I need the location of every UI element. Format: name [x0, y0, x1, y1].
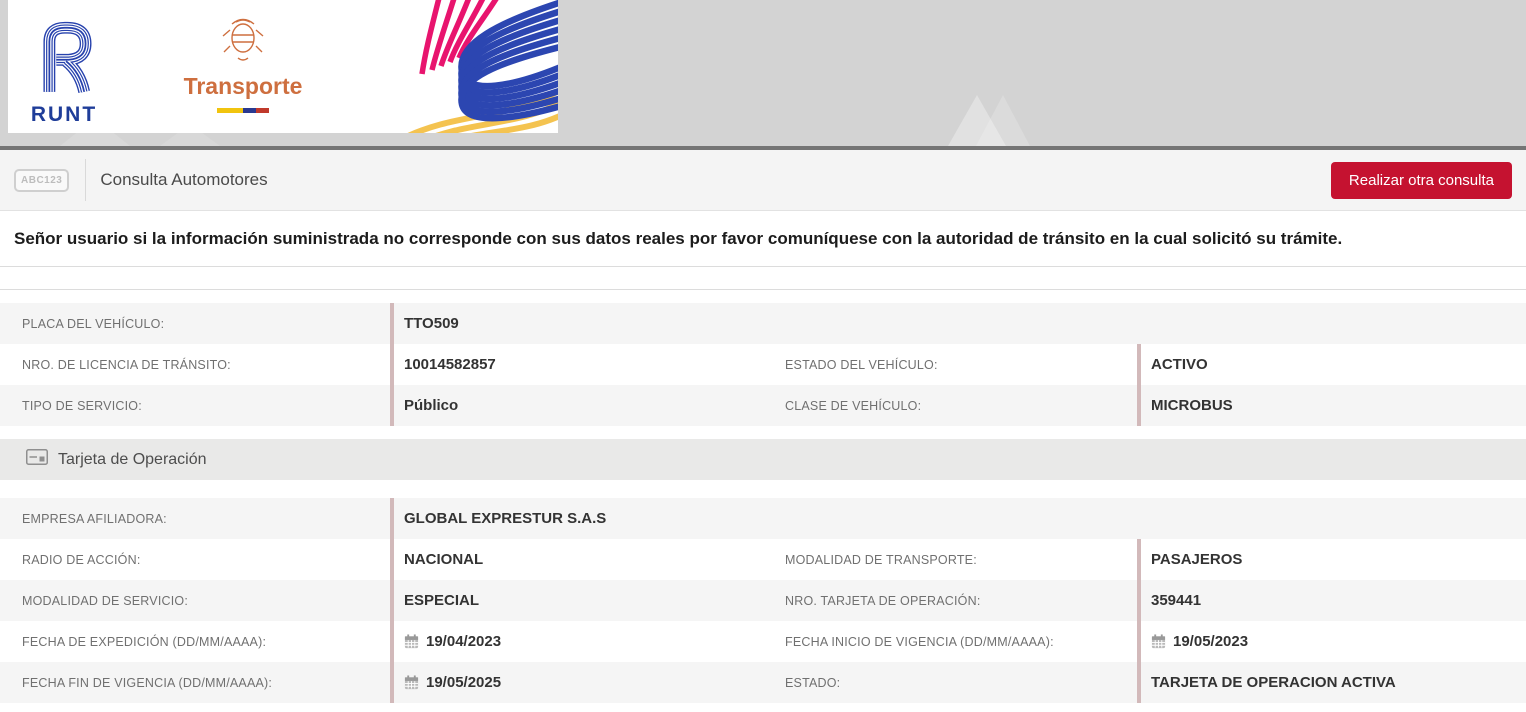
table-row [0, 662, 1526, 703]
field-label: RADIO DE ACCIÓN: [22, 552, 141, 567]
realizar-otra-consulta-button[interactable]: Realizar otra consulta [1331, 162, 1512, 199]
field-label: TIPO DE SERVICIO: [22, 398, 142, 413]
colombia-flag-bar [217, 108, 269, 113]
table-cell [763, 662, 1526, 703]
field-value: 359441 [1137, 580, 1526, 621]
field-value: ACTIVO [1137, 344, 1526, 385]
field-label: EMPRESA AFILIADORA: [22, 511, 167, 526]
consulta-toolbar [0, 150, 1526, 211]
wave-graphic [380, 0, 558, 133]
table-cell [0, 344, 763, 385]
field-label: CLASE DE VEHÍCULO: [785, 398, 922, 413]
calendar-icon [404, 634, 419, 649]
field-label: ESTADO DEL VEHÍCULO: [785, 357, 938, 372]
field-value: PASAJEROS [1137, 539, 1526, 580]
spacer-strip [0, 267, 1526, 290]
field-label: FECHA FIN DE VIGENCIA (DD/MM/AAAA): [22, 675, 273, 690]
calendar-icon [1151, 634, 1166, 649]
table-row [0, 344, 1526, 385]
transporte-wordmark: Transporte [183, 73, 303, 99]
id-card-icon [26, 449, 48, 470]
table-row [0, 498, 1526, 539]
field-value: Público [390, 385, 763, 426]
field-value: NACIONAL [390, 539, 763, 580]
table-row [0, 539, 1526, 580]
field-label: NRO. DE LICENCIA DE TRÁNSITO: [22, 357, 231, 372]
runt-wordmark: RUNT [30, 103, 98, 126]
field-value: ESPECIAL [390, 580, 763, 621]
table-cell [0, 621, 763, 662]
table-cell [0, 498, 1526, 539]
field-label: ESTADO: [785, 675, 841, 690]
table-cell [0, 303, 1526, 344]
field-label: FECHA DE EXPEDICIÓN (DD/MM/AAAA): [22, 634, 267, 649]
table-row [0, 385, 1526, 426]
table-row [0, 621, 1526, 662]
field-value: 19/05/2025 [390, 662, 763, 703]
field-value: MICROBUS [1137, 385, 1526, 426]
table-cell [763, 621, 1526, 662]
runt-r-icon [25, 83, 103, 100]
calendar-icon [404, 675, 419, 690]
table-cell [763, 539, 1526, 580]
table-cell [763, 344, 1526, 385]
operation-card-table [0, 498, 1526, 703]
license-plate-icon: ABC123 [14, 169, 69, 192]
table-row [0, 580, 1526, 621]
toolbar-divider [85, 159, 86, 201]
field-value: 19/05/2023 [1137, 621, 1526, 662]
section-title: Tarjeta de Operación [58, 450, 207, 468]
field-value: TTO509 [390, 303, 1526, 344]
field-value: 10014582857 [390, 344, 763, 385]
field-label: PLACA DEL VEHÍCULO: [22, 316, 165, 331]
table-row [0, 303, 1526, 344]
logo-panel [8, 0, 558, 133]
transporte-logo [168, 14, 318, 113]
page-header [0, 0, 1526, 146]
table-cell [763, 385, 1526, 426]
table-cell [0, 385, 763, 426]
field-label: MODALIDAD DE TRANSPORTE: [785, 552, 977, 567]
tarjeta-operacion-section-header [0, 439, 1526, 480]
field-value: TARJETA DE OPERACION ACTIVA [1137, 662, 1526, 703]
table-cell [763, 580, 1526, 621]
runt-logo [24, 18, 104, 127]
field-label: MODALIDAD DE SERVICIO: [22, 593, 189, 608]
field-value: GLOBAL EXPRESTUR S.A.S [390, 498, 1526, 539]
coat-of-arms-icon [220, 51, 266, 68]
user-notice: Señor usuario si la información suministrada no corresponde con sus datos reales por favor comuníquese con la autoridad de tránsito en la cual solicitó su trámite. [0, 211, 1526, 267]
field-value: 19/04/2023 [390, 621, 763, 662]
table-cell [0, 662, 763, 703]
table-cell [0, 539, 763, 580]
table-cell [0, 580, 763, 621]
page-title: Consulta Automotores [100, 170, 268, 189]
field-label: FECHA INICIO DE VIGENCIA (DD/MM/AAAA): [785, 634, 1054, 649]
field-label: NRO. TARJETA DE OPERACIÓN: [785, 593, 981, 608]
vehicle-data-table [0, 303, 1526, 426]
